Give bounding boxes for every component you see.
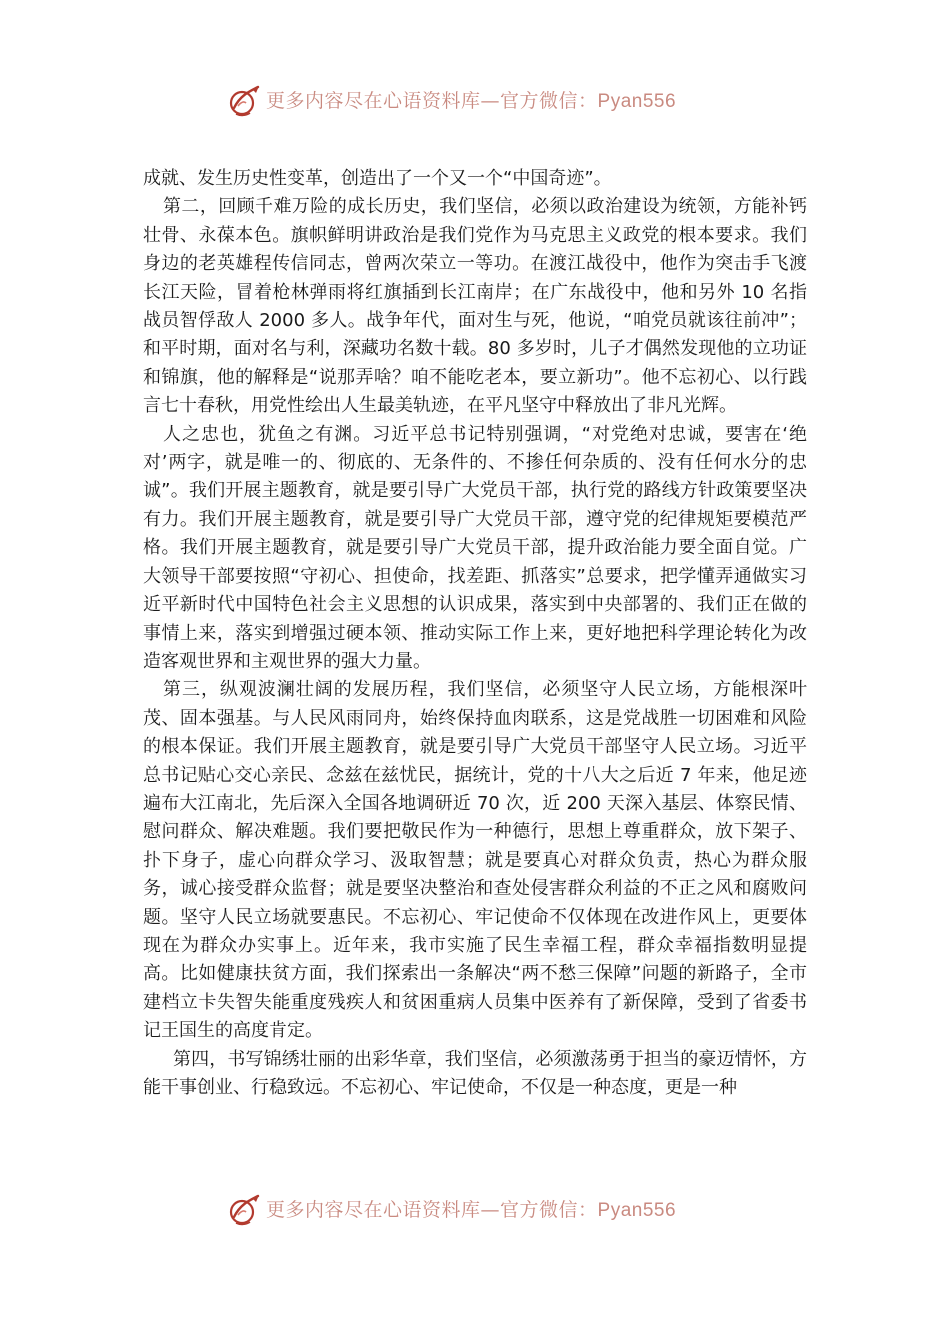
pen-nib-swirl-logo-icon xyxy=(226,84,262,120)
pen-nib-swirl-logo-icon xyxy=(226,1193,262,1229)
banner-wechat-id: Pyan556 xyxy=(597,91,677,112)
banner-label: 更多内容尽在心语资料库—官方微信： xyxy=(266,90,598,112)
banner-text xyxy=(266,86,676,113)
paragraph-loyalty: 人之忠也，犹鱼之有渊。习近平总书记特别强调，“对党绝对忠诚，要害在‘绝对’两字，就是唯一的、彻底的、无条件的、不掺任何杂质的、没有任何水分的忠诚”。我们开展主题教育，就是要引导广大党员干部，执行党的路线方针政策要坚决有力。我们开展主题教育，就是要引导广大党员干部，遵守党的纪律规矩要模范严格。我们开展主题教育，就是要引导广大党员干部，提升政治能力要全面自觉。广大领导干部要按照“守初心、担使命，找差距、抓落实”总要求，把学懂弄通做实习近平新时代中国特色社会主义思想的认识成果，落实到中央部署的、我们正在做的事情上来，落实到增强过硬本领、推动实际工作上来，更好地把科学理论转化为改造客观世界和主观世界的强大力量。 xyxy=(143,423,807,672)
paragraph-second-point: 第二，回顾千难万险的成长历史，我们坚信，必须以政治建设为统领，方能补钙壮骨、永葆本色。旗帜鲜明讲政治是我们党作为马克思主义政党的根本要求。我们身边的老英雄程传信同志，曾两次荣立一等功。在渡江战役中，他作为突击手飞渡长江天险，冒着枪林弹雨将红旗插到长江南岸；在广东战役中，他和另外 10 名指战员智俘敌人 2000 多人。战争年代，面对生与死，他说，“咱党员就该往前冲”；和平时期，面对名与利，深藏功名数十载。80 多岁时，儿子才偶然发现他的立功证和锦旗，他的解释是“说那弄啥？咱不能吃老本，要立新功”。他不忘初心、以行践言七十春秋，用党性绘出人生最美轨迹，在平凡坚守中释放出了非凡光辉。 xyxy=(143,196,807,417)
paragraph-fourth-point: 第四，书写锦绣壮丽的出彩华章，我们坚信，必须激荡勇于担当的豪迈情怀，方能干事创业、行稳致远。不忘初心、牢记使命，不仅是一种态度，更是一种 xyxy=(143,1048,807,1098)
banner-label: 更多内容尽在心语资料库—官方微信： xyxy=(266,1199,598,1221)
banner-wechat-id: Pyan556 xyxy=(597,1200,677,1221)
paragraph-continued: 成就、发生历史性变革，创造出了一个又一个“中国奇迹”。 xyxy=(143,168,612,189)
paragraph-third-point: 第三，纵观波澜壮阔的发展历程，我们坚信，必须坚守人民立场，方能根深叶茂、固本强基。与人民风雨同舟，始终保持血肉联系，这是党战胜一切困难和风险的根本保证。我们开展主题教育，就是要引导广大党员干部坚守人民立场。习近平总书记贴心交心亲民、念兹在兹忧民，据统计，党的十八大之后近 7 年来，他足迹遍布大江南北，先后深入全国各地调研近 70 次，近 200 天深入基层、体察民情、慰问群众、解决难题。我们要把敬民作为一种德行，思想上尊重群众，放下架子、扑下身子，虚心向群众学习、汲取智慧；就是要真心对群众负责，热心为群众服务，诚心接受群众监督；就是要坚决整治和查处侵害群众利益的不正之风和腐败问题。坚守人民立场就要惠民。不忘初心、牢记使命不仅体现在改进作风上，更要体现在为群众办实事上。近年来，我市实施了民生幸福工程，群众幸福指数明显提高。比如健康扶贫方面，我们探索出一条解决“两不愁三保障”问题的新路子，全市建档立卡失智失能重度残疾人和贫困重病人员集中医养有了新保障，受到了省委书记王国生的高度肯定。 xyxy=(143,679,807,1042)
header-banner xyxy=(0,82,950,122)
footer-banner xyxy=(0,1191,950,1231)
document-body xyxy=(143,165,807,1102)
banner-text xyxy=(266,1195,676,1222)
